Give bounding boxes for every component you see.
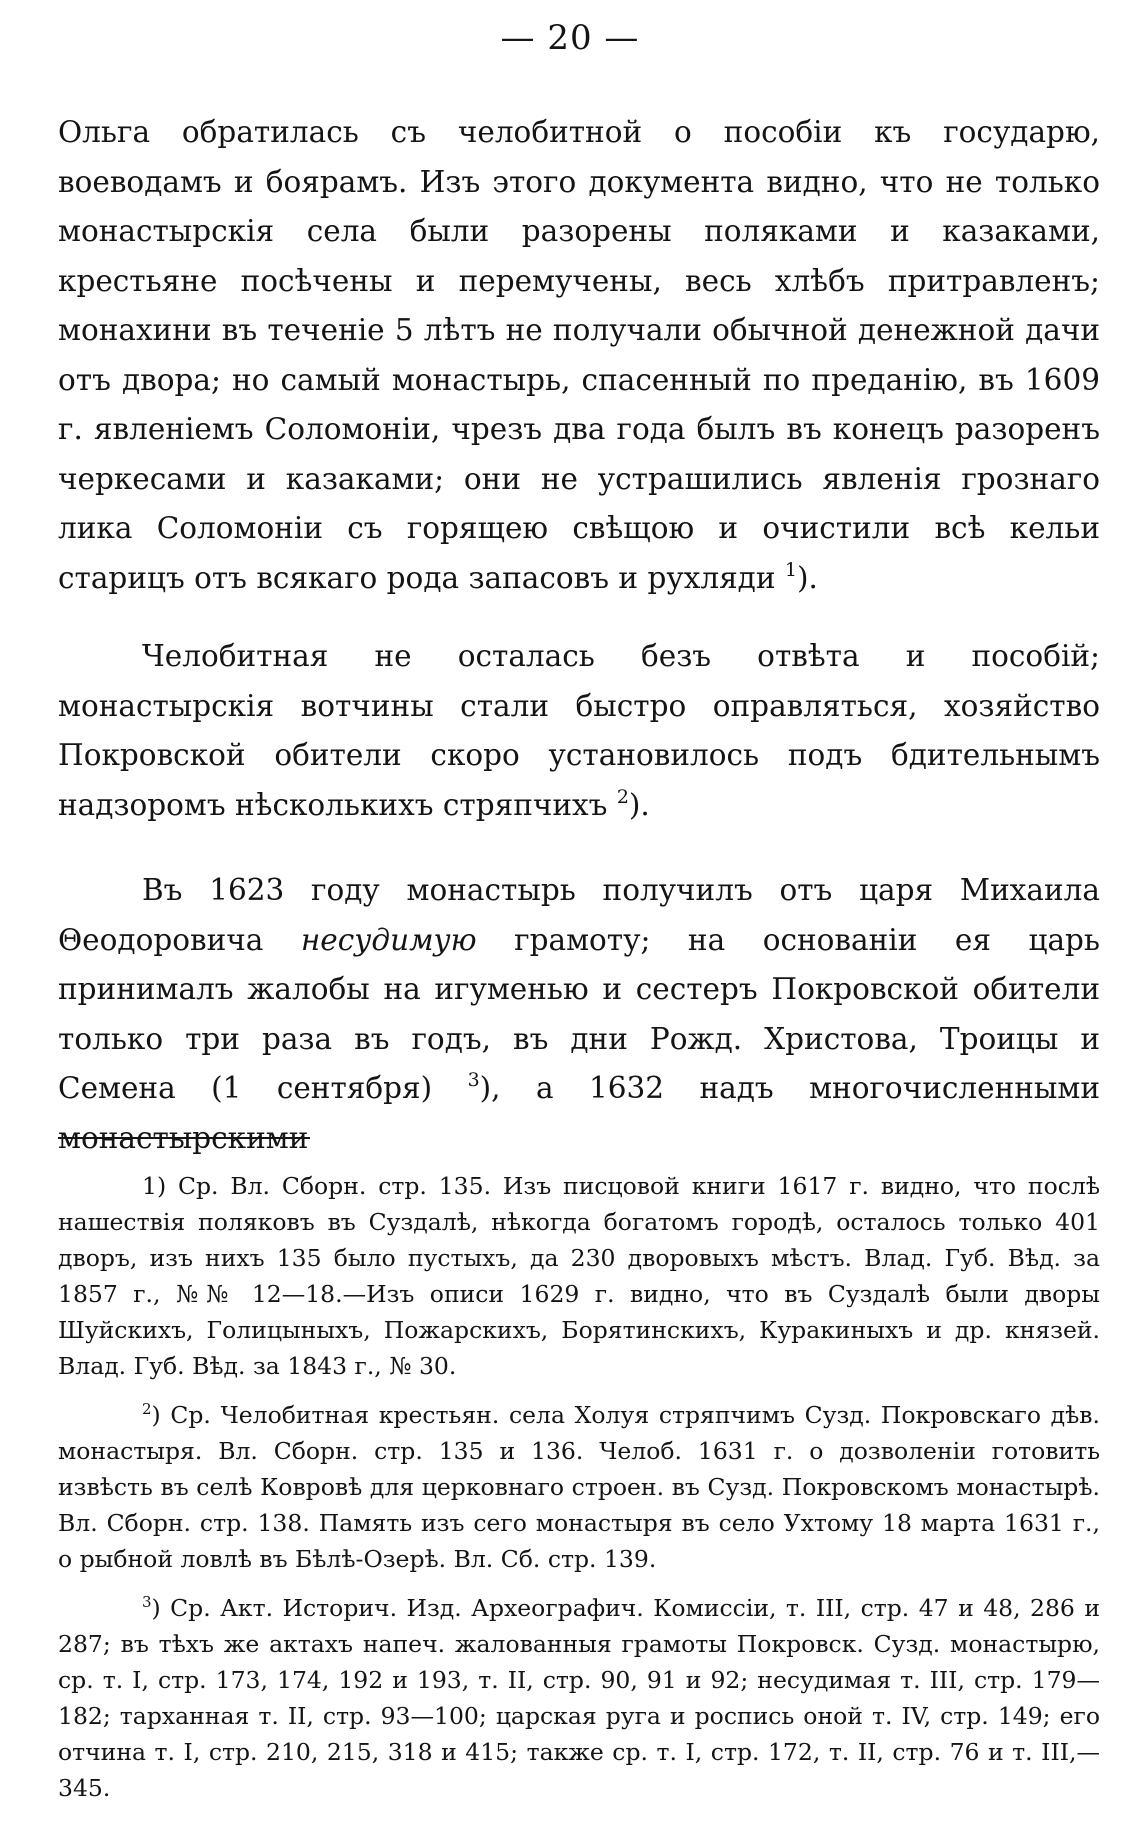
footnote-divider <box>58 1137 310 1139</box>
footnote-2-mark: 2 <box>142 1400 152 1418</box>
emphasis-nesudimuyu: несудимую <box>300 922 477 957</box>
footnote-2: $^2$) Ср. Челобитная крестьян. села Холуя стряпчимъ Сузд. Покровскаго дѣв. монастыря. Вл. Сборн. стр. 135 и 136. Челоб. 1631 г. о дозволеніи готовить извѣсть въ селѣ Ковровѣ для церковнаго строен. въ Сузд. Покровскомъ монастырѣ. Вл. Сборн. стр. 138. Память изъ сего монастыря въ село Ухтому 18 марта 1631 г., о рыбной ловлѣ въ Бѣлѣ-Озерѣ. Вл. Сб. стр. 139. <box>58 1400 1100 1573</box>
footnote-1: 1) Ср. Вл. Сборн. стр. 135. Изъ писцовой книги 1617 г. видно, что послѣ нашествія поляковъ въ Суздалѣ, нѣкогда богатомъ городѣ, осталось только 401 дворъ, изъ нихъ 135 было пустыхъ, да 230 дворовыхъ мѣстъ. Влад. Губ. Вѣд. за 1857 г., №№ 12—18.—Изъ описи 1629 г. видно, что въ Суздалѣ были дворы Шуйскихъ, Голицыныхъ, Пожарскихъ, Борятинскихъ, Куракиныхъ и др. князей. Влад. Губ. Вѣд. за 1843 г., № 30. <box>58 1172 1100 1380</box>
footnote-3: $^3$) Ср. Акт. Историч. Изд. Археографич. Комиссіи, т. III, стр. 47 и 48, 286 и 287; въ тѣхъ же актахъ напеч. жалованныя грамоты Покровск. Сузд. монастырю, ср. т. I, стр. 173, 174, 192 и 193, т. II, стр. 90, 91 и 92; несудимая т. III, стр. 179—182; тарханная т. II, стр. 93—100; царская руга и роспись оной т. IV, стр. 149; его отчина т. I, стр. 210, 215, 318 и 415; также ср. т. I, стр. 172, т. II, стр. 76 и т. III,—345. <box>58 1593 1100 1802</box>
footnote-3-mark: 3 <box>142 1593 152 1611</box>
paragraph-1: Ольга обратилась съ челобитной о пособіи къ государю, воеводамъ и боярамъ. Изъ этого документа видно, что не только монастырскія села были разорены поляками и казаками, крестьяне посѣчены и перемучены, весь хлѣбъ притравленъ; монахини въ теченіе 5 лѣтъ не получали обычной денежной дачи отъ двора; но самый монастырь, спасенный по преданію, въ 1609 г. явленіемъ Соломоніи, чрезъ два года былъ въ конецъ разоренъ черкесами и казаками; они не устрашились явленія грознаго лика Соломоніи съ горящею свѣщою и очистили всѣ кельи старицъ отъ всякаго рода запасовъ и рухляди $^1$). <box>58 115 1100 595</box>
main-text <box>58 108 1100 1163</box>
page-number: — 20 — <box>500 18 640 58</box>
footnote-ref-3: 3 <box>467 1069 480 1091</box>
footnote-ref-2: 2 <box>616 785 629 808</box>
footnotes <box>58 1168 1100 1806</box>
footnote-ref-1: 1 <box>784 558 797 581</box>
paragraph-3: Въ 1623 году монастырь получилъ отъ царя Михаила Θеодоровича несудимую грамоту; на основаніи ея царь принималъ жалобы на игуменью и сестеръ Покровской обители только три раза въ годъ, въ дни Рожд. Христова, Троицы и Семена (1 сентября) $^3$), а 1632 надъ многочисленными монастырскими <box>58 873 1100 1155</box>
paragraph-2: Челобитная не осталась безъ отвѣта и пособій; монастырскія вотчины стали быстро оправляться, хозяйство Покровской обители скоро установилось подъ бдительнымъ надзоромъ нѣсколькихъ стряпчихъ $^2$). <box>58 639 1100 822</box>
